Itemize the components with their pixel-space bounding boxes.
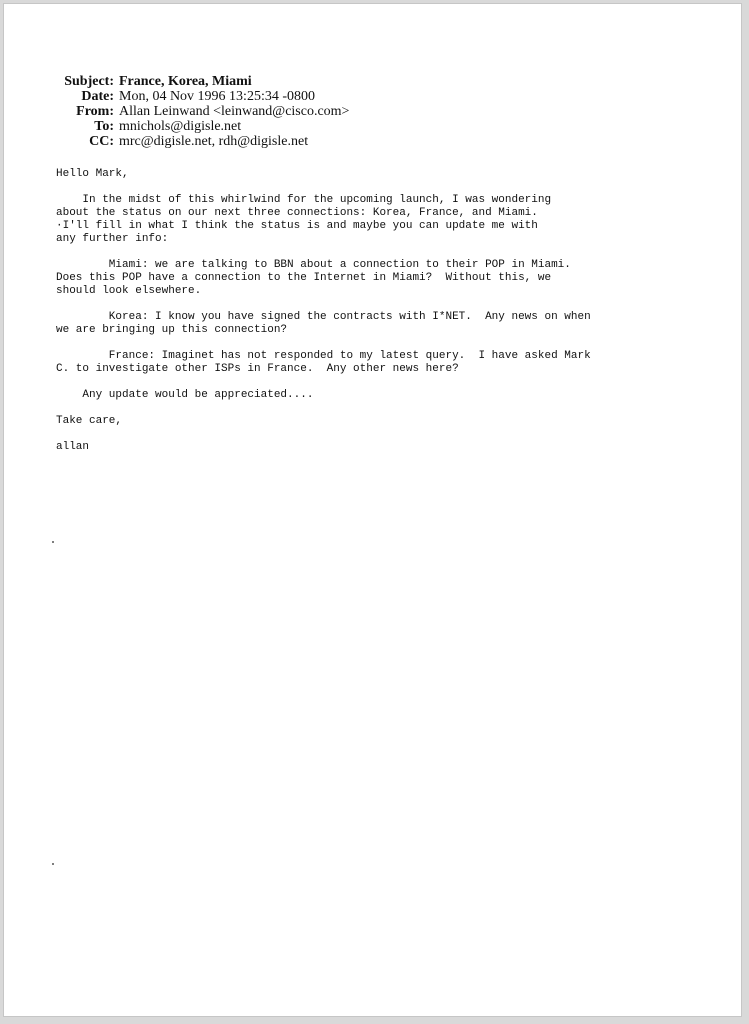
date-value: Mon, 04 Nov 1996 13:25:34 -0800 (119, 89, 315, 104)
email-header (54, 74, 349, 149)
email-body (56, 168, 591, 454)
cc-label: CC: (89, 134, 114, 149)
france-paragraph: France: Imaginet has not responded to my latest query. I have asked Mark C. to investigate other ISPs in France. Any other news here? (56, 350, 591, 375)
from-label: From: (76, 104, 114, 119)
greeting: Hello Mark, (56, 168, 129, 180)
document-page (3, 3, 742, 1017)
to-label: To: (94, 119, 114, 134)
scan-speck (52, 541, 54, 543)
from-value: Allan Leinwand <leinwand@cisco.com> (119, 104, 350, 119)
scan-speck (52, 863, 54, 865)
korea-paragraph: Korea: I know you have signed the contracts with I*NET. Any news on when we are bringing up this connection? (56, 311, 591, 336)
from-row (54, 104, 349, 119)
subject-row (54, 74, 349, 89)
to-value: mnichols@digisle.net (119, 119, 242, 134)
miami-paragraph: Miami: we are talking to BBN about a connection to their POP in Miami. Does this POP have a connection to the Internet in Miami? Without this, we should look elsewhere. (56, 259, 571, 297)
signature: allan (56, 441, 90, 453)
date-label: Date: (81, 89, 114, 104)
cc-row (54, 134, 349, 149)
subject-value: France, Korea, Miami (119, 74, 252, 89)
intro-paragraph: In the midst of this whirlwind for the upcoming launch, I was wondering about the status on our next three connections: Korea, France, and Miami. ·I'll fill in what I think the status is and maybe you can update me with any further info: (56, 194, 552, 245)
closing-line: Take care, (56, 415, 123, 427)
cc-value: mrc@digisle.net, rdh@digisle.net (119, 134, 309, 149)
update-paragraph: Any update would be appreciated.... (56, 389, 314, 401)
date-row (54, 89, 349, 104)
subject-label: Subject: (64, 74, 114, 89)
to-row (54, 119, 349, 134)
